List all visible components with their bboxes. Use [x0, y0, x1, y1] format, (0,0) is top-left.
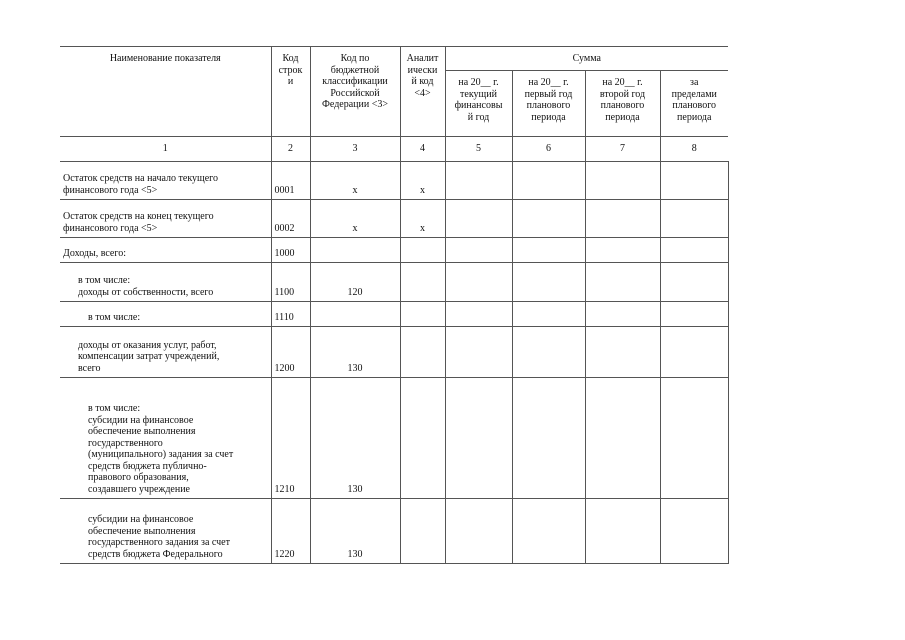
cell-sum-plan2[interactable] — [585, 327, 660, 378]
cell-sum-plan2[interactable] — [585, 200, 660, 238]
cell-sum-beyond[interactable] — [660, 238, 728, 263]
cell-sum-current[interactable] — [445, 302, 512, 327]
row-analytic-code — [400, 302, 445, 327]
cell-sum-current[interactable] — [445, 327, 512, 378]
table-row — [60, 499, 728, 564]
cell-sum-current[interactable] — [445, 263, 512, 302]
cell-sum-plan2[interactable] — [585, 378, 660, 499]
header-name: Наименование показателя — [60, 47, 271, 137]
row-analytic-code — [400, 378, 445, 499]
header-row-main — [60, 47, 728, 71]
table-row — [60, 200, 728, 238]
cell-sum-plan2[interactable] — [585, 499, 660, 564]
cell-sum-plan1[interactable] — [512, 200, 585, 238]
col-number: 3 — [310, 137, 400, 162]
col-number: 2 — [271, 137, 310, 162]
table-row — [60, 302, 728, 327]
cell-sum-plan1[interactable] — [512, 263, 585, 302]
row-budget-code: 120 — [310, 263, 400, 302]
row-analytic-code — [400, 238, 445, 263]
col-number: 5 — [445, 137, 512, 162]
header-code: Код строк и — [271, 47, 310, 137]
row-analytic-code — [400, 499, 445, 564]
cell-sum-plan1[interactable] — [512, 162, 585, 200]
cell-sum-beyond[interactable] — [660, 162, 728, 200]
row-code: 1200 — [271, 327, 310, 378]
cell-sum-plan2[interactable] — [585, 162, 660, 200]
cell-sum-plan1[interactable] — [512, 327, 585, 378]
header-sum: Сумма — [445, 47, 728, 71]
row-code: 1000 — [271, 238, 310, 263]
table-row — [60, 378, 728, 499]
header-sub-beyond-plan: за пределами планового периода — [660, 71, 728, 137]
header-sub-second-plan-year: на 20__ г. второй год планового периода — [585, 71, 660, 137]
row-analytic-code — [400, 263, 445, 302]
cell-sum-beyond[interactable] — [660, 200, 728, 238]
cell-sum-plan1[interactable] — [512, 302, 585, 327]
header-analytic-code: Аналит ически й код <4> — [400, 47, 445, 137]
row-name: доходы от оказания услуг, работ, компенсации затрат учреждений, всего — [60, 327, 271, 378]
row-name: в том числе: — [60, 302, 271, 327]
cell-sum-beyond[interactable] — [660, 263, 728, 302]
cell-sum-plan2[interactable] — [585, 302, 660, 327]
row-name: Остаток средств на начало текущего финансового года <5> — [60, 162, 271, 200]
cell-sum-current[interactable] — [445, 378, 512, 499]
row-code: 1220 — [271, 499, 310, 564]
row-name: субсидии на финансовое обеспечение выполнения государственного задания за счет средств бюджета Федерального — [60, 499, 271, 564]
table-row — [60, 327, 728, 378]
table-row — [60, 162, 728, 200]
row-analytic-code — [400, 327, 445, 378]
col-number: 8 — [660, 137, 728, 162]
table-row — [60, 263, 728, 302]
cell-sum-plan2[interactable] — [585, 263, 660, 302]
header-sub-current-year: на 20__ г. текущий финансовы й год — [445, 71, 512, 137]
cell-sum-current[interactable] — [445, 499, 512, 564]
row-budget-code: x — [310, 162, 400, 200]
row-budget-code: x — [310, 200, 400, 238]
cell-sum-beyond[interactable] — [660, 499, 728, 564]
row-budget-code — [310, 238, 400, 263]
col-number: 1 — [60, 137, 271, 162]
cell-sum-beyond[interactable] — [660, 327, 728, 378]
col-number: 6 — [512, 137, 585, 162]
cell-sum-plan2[interactable] — [585, 238, 660, 263]
column-number-row — [60, 137, 728, 162]
row-analytic-code: x — [400, 200, 445, 238]
row-code: 1210 — [271, 378, 310, 499]
row-code: 0002 — [271, 200, 310, 238]
cell-sum-plan1[interactable] — [512, 378, 585, 499]
cell-sum-current[interactable] — [445, 238, 512, 263]
row-name: в том числе: доходы от собственности, всего — [60, 263, 271, 302]
table-row — [60, 238, 728, 263]
row-budget-code — [310, 302, 400, 327]
cell-sum-beyond[interactable] — [660, 378, 728, 499]
col-number: 7 — [585, 137, 660, 162]
cell-sum-current[interactable] — [445, 200, 512, 238]
cell-sum-plan1[interactable] — [512, 499, 585, 564]
row-budget-code: 130 — [310, 327, 400, 378]
row-name: в том числе: субсидии на финансовое обеспечение выполнения государственного (муниципального) задания за счет средств бюджета публично- правового образования, создавшего учреждение — [60, 378, 271, 499]
row-code: 0001 — [271, 162, 310, 200]
col-number: 4 — [400, 137, 445, 162]
header-sub-first-plan-year: на 20__ г. первый год планового периода — [512, 71, 585, 137]
cell-sum-beyond[interactable] — [660, 302, 728, 327]
row-budget-code: 130 — [310, 499, 400, 564]
row-code: 1110 — [271, 302, 310, 327]
cell-sum-current[interactable] — [445, 162, 512, 200]
cell-sum-plan1[interactable] — [512, 238, 585, 263]
row-analytic-code: x — [400, 162, 445, 200]
row-name: Остаток средств на конец текущего финансового года <5> — [60, 200, 271, 238]
financial-form-table — [60, 46, 729, 564]
row-name: Доходы, всего: — [60, 238, 271, 263]
row-code: 1100 — [271, 263, 310, 302]
row-budget-code: 130 — [310, 378, 400, 499]
header-budget-code: Код по бюджетной классификации Российской Федерации <3> — [310, 47, 400, 137]
